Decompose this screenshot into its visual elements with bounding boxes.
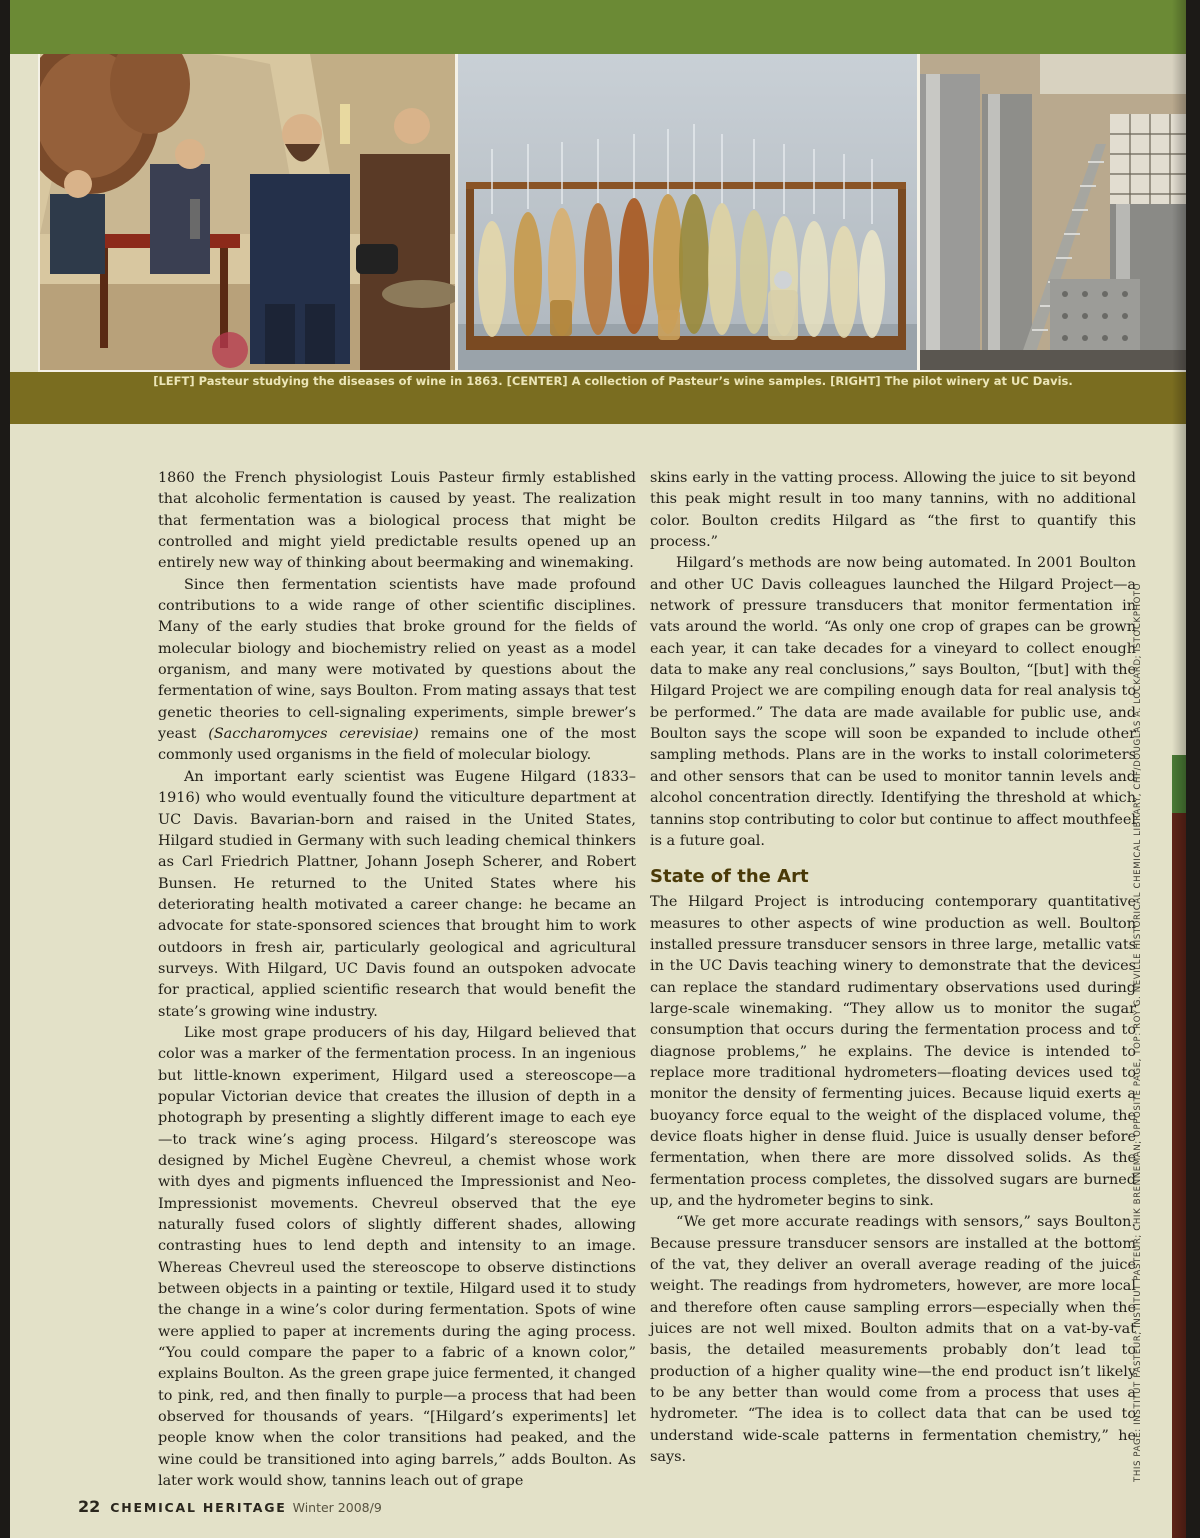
paragraph: The Hilgard Project is introducing contemporary quantitative measures to other aspects of wine production as well. Boulton installed pressure transducer sensors in three large, metallic vats in the UC Davis teaching winery to demonstrate that the devices can replace the standard rudimentary observations used during large-scale winemaking. “They allow us to monitor the sugar consumption that occurs during the fermentation process and to diagnose problems,” he explains. The device is intended to replace more traditional hydrometers—floating devices used to monitor the density of fermenting juices. Because liquid exerts a buoyancy force equal to the weight of the displaced volume, the device floats higher in dense fluid. Juice is usually denser before fermentation, when there are more dissolved solids. As the fermentation process completes, the dissolved sugars are burned up, and the hydrometer begins to sink. xyxy=(650,894,1136,1209)
article-column-left xyxy=(158,468,636,1493)
paragraph: An important early scientist was Eugene Hilgard (1833–1916) who would eventually found the viticulture department at UC Davis. Bavarian-born and raised in the United States, Hilgard studied in Germany with such leading chemical thinkers as Carl Friedrich Plattner, Johann Joseph Scherer, and Robert Bunsen. He returned to the United States where his deteriorating health motivated a career change: he became an advocate for state-sponsored sciences that brought him to work outdoors in fresh air, particularly geological and agricultural surveys. With Hilgard, UC Davis found an outspoken advocate for practical, applied scientific research that would benefit the state’s growing wine industry. xyxy=(158,768,636,1020)
paragraph: Like most grape producers of his day, Hilgard believed that color was a marker of the fermentation process. In an ingenious but little-known experiment, Hilgard used a stereoscope—a popular Victorian device that creates the illusion of depth in a photograph by presenting a slightly different image to each eye—to track wine’s aging process. Hilgard’s stereoscope was designed by Michel Eugène Chevreul, a chemist whose work with dyes and pigments influenced the Impressionist and Neo-Impressionist movements. Chevreul observed that the eye naturally fused colors of slightly different shades, allowing contrasting hues to lend depth and intensity to an image. Whereas Chevreul used the stereoscope to observe distinctions between objects in a painting or textile, Hilgard used it to study the change in a wine’s color during fermentation. Spots of wine were applied to paper at increments during the aging process. “You could compare the paper to a fabric of a known color,” explains Boulton. As the green grape juice fermented, it changed to pink, red, and then finally to purple—a process that had been observed for thousands of years. “[Hilgard’s experiments] let people know when the color transitions had peaked, and the wine could be transitioned into aging barrels,” adds Boulton. As later work would show, tannins leach out of grape xyxy=(158,1024,636,1490)
issue-date: Winter 2008/9 xyxy=(292,1500,382,1515)
photo-caption: [LEFT] Pasteur studying the diseases of wine in 1863. [CENTER] A collection of Pasteur’s wine samples. [RIGHT] The pilot winery at UC Davis. xyxy=(153,374,1073,388)
article-column-right xyxy=(650,468,1136,1468)
section-heading: State of the Art xyxy=(650,866,809,888)
paragraph: Hilgard’s methods are now being automated. In 2001 Boulton and other UC Davis colleagues launched the Hilgard Project—a network of pressure transducers that monitor fermentation in vats around the world. “As only one crop of grapes can be grown each year, it can take decades for a vineyard to collect enough data to make any real conclusions,” says Boulton, “[but] with the Hilgard Project we are compiling enough data for real analysis to be performed.” The data are made available for public use, and Boulton says the scope will soon be expanded to include other sampling methods. Plans are in the works to install colorimeters and other sensors that can be used to monitor tannin levels and alcohol concentration directly. Identifying the threshold at which tannins stop contributing to color but continue to affect mouthfeel is a future goal. xyxy=(650,555,1136,849)
page-footer xyxy=(78,1497,382,1516)
paragraph: 1860 the French physiologist Louis Pasteur firmly established that alcoholic fermentation is caused by yeast. The realization that fermentation was a biological process that might be controlled and might yield predictable results opened up an entirely new way of thinking about beermaking and winemaking. xyxy=(158,470,636,572)
paragraph xyxy=(158,575,636,767)
photo-pasteur-illustration xyxy=(40,54,455,370)
species-name: (Saccharomyces cerevisiae) xyxy=(208,726,419,743)
paragraph-text-tail: remains one of the most commonly used organisms in the field of molecular biology. xyxy=(158,726,637,764)
magazine-page xyxy=(10,0,1186,1538)
paragraph: skins early in the vatting process. Allowing the juice to sit beyond this peak might result in too many tannins, with no additional color. Boulton credits Hilgard as “the first to quantify this process.” xyxy=(650,470,1136,551)
spine-shadow xyxy=(1172,0,1186,1538)
paragraph: “We get more accurate readings with sensors,” says Boulton. Because pressure transducer sensors are installed at the bottom of the vat, they deliver an overall average reading of the juice weight. The readings from hydrometers, however, are more local and therefore often cause sampling errors—especially when the juices are not well mixed. Boulton admits that on a vat-by-vat basis, the detailed measurements probably don’t lead to production of a higher quality wine—the end product isn’t likely to be any better than would come from a process that uses a hydrometer. “The idea is to collect data that can be used to understand wide-scale patterns in fermentation chemistry,” he says. xyxy=(650,1214,1136,1466)
magazine-name: CHEMICAL HERITAGE xyxy=(110,1500,287,1515)
paragraph-text: Since then fermentation scientists have made profound contributions to a wide range of other scientific disciplines. Many of the early studies that broke ground for the fields of molecular biology and biochemistry relied on yeast as a model organism, and many were motivated by questions about the fermentation of wine, says Boulton. From mating assays that test genetic theories to cell-signaling experiments, simple brewer’s yeast xyxy=(158,576,636,743)
photo-pilot-winery xyxy=(920,54,1186,370)
photo-credit: THIS PAGE: INSTITUT PASTEUR; INSTITUT PASTEUR; CHIK BRENNEMAN; OPPOSITE PAGE, TOP: ROY G. NEVILLE HISTORICAL CHEMICAL LIBRARY, CHF/DOUGLAS A. LOCKARD; ISTOCKPHOTO xyxy=(1133,582,1143,1482)
top-color-band xyxy=(10,0,1186,54)
page-number: 22 xyxy=(78,1497,101,1516)
photo-wine-samples xyxy=(458,54,917,370)
